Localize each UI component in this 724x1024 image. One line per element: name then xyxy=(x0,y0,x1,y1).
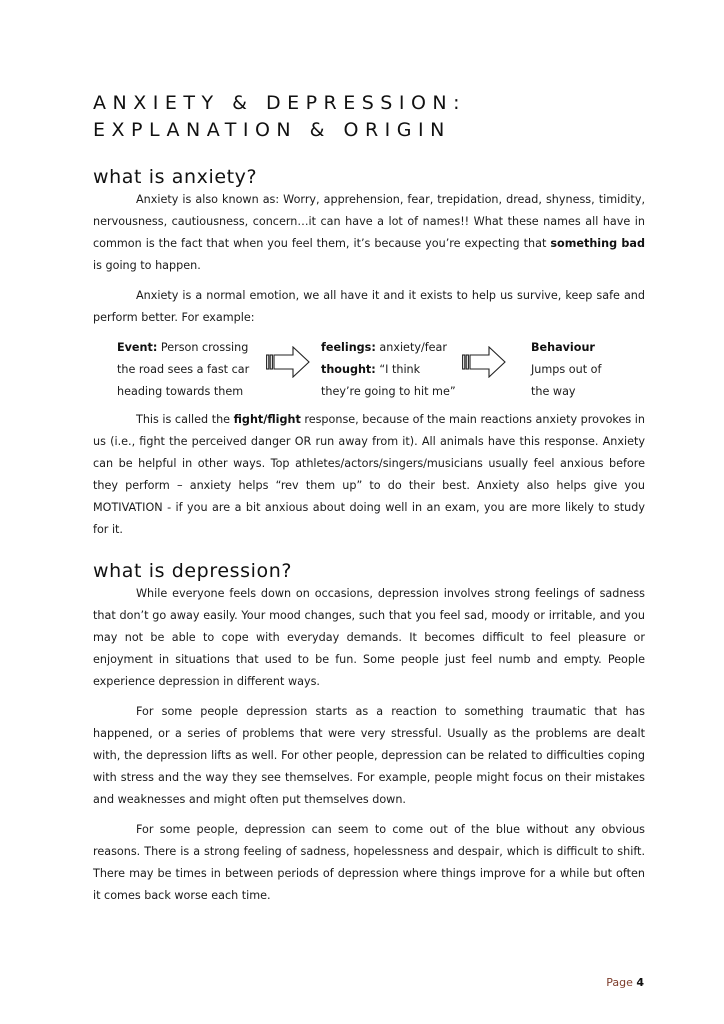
anxiety-p3-end: response, because of the main reactions anxiety provokes in us (i.e., fight the perceived danger OR run away from it). All animals have this response. Anxiety can be helpful in other ways. Top athletes/actors/singers/musicians usually feel anxious before they perform – anxiety helps “rev them up” to do their best. Anxiety also helps give you MOTIVATION - if you are a bit anxious about doing well in an exam, you are more likely to study for it. xyxy=(93,413,645,536)
right-block-arrow-icon xyxy=(266,346,310,378)
anxiety-paragraph-2: Anxiety is a normal emotion, we all have it and it exists to help us survive, keep safe and perform better. For example: xyxy=(93,289,645,324)
anxiety-paragraph-3 xyxy=(93,409,645,541)
event-label: Event: xyxy=(117,341,158,354)
behaviour-label: Behaviour xyxy=(531,341,595,354)
anxiety-p1-end: is going to happen. xyxy=(93,259,201,272)
document-page xyxy=(93,90,645,907)
behaviour-line-1: Jumps out of xyxy=(531,363,602,376)
example-feelings-thought xyxy=(321,337,456,403)
anxiety-p3-bold: fight/flight xyxy=(233,413,301,426)
page-footer xyxy=(606,976,644,989)
thought-label: thought: xyxy=(321,363,376,376)
feelings-label: feelings: xyxy=(321,341,376,354)
right-block-arrow-icon xyxy=(462,346,506,378)
page-number: 4 xyxy=(636,976,644,989)
example-behaviour xyxy=(531,337,601,403)
feelings-text: anxiety/fear xyxy=(375,341,447,354)
anxiety-p3-start: This is called the xyxy=(136,413,234,426)
behaviour-line-2: the way xyxy=(531,385,576,398)
title-line-1: ANXIETY & DEPRESSION: xyxy=(93,92,467,114)
depression-paragraph-2: For some people depression starts as a reaction to something traumatic that has happened, or a series of problems that were very stressful. Usually as the problems are dealt with, the depression lifts as well. For other people, depression can be related to difficulties coping with stress and the way they see themselves. For example, people might focus on their mistakes and weaknesses and might often put themselves down. xyxy=(93,705,645,806)
document-title xyxy=(93,90,645,144)
event-line-2: the road sees a fast car xyxy=(117,363,250,376)
page-label: Page xyxy=(606,976,633,989)
event-line-1: Person crossing xyxy=(157,341,249,354)
anxiety-p1-text: Anxiety is also known as: Worry, apprehension, fear, trepidation, dread, shyness, timidity, nervousness, cautiousness, concern…it can have a lot of names!! What these names all have in common is the fact that when you feel them, it’s because you’re expecting that xyxy=(93,193,645,250)
depression-paragraph-3: For some people, depression can seem to come out of the blue without any obvious reasons. There is a strong feeling of sadness, hopelessness and despair, which is difficult to shift. There may be times in between periods of depression where things improve for a while but often it comes back worse each time. xyxy=(93,823,645,902)
thought-line-2: they’re going to hit me” xyxy=(321,385,456,398)
depression-heading: what is depression? xyxy=(93,560,293,582)
anxiety-p1-bold: something bad xyxy=(550,237,645,250)
thought-line-1: “I think xyxy=(375,363,421,376)
example-event xyxy=(117,337,249,403)
event-line-3: heading towards them xyxy=(117,385,244,398)
depression-paragraph-1: While everyone feels down on occasions, depression involves strong feelings of sadness that don’t go away easily. Your mood changes, such that you feel sad, moody or irritable, and you may not be able to cope with everyday demands. It becomes difficult to feel pleasure or enjoyment in situations that used to be fun. Some people just feel numb and empty. People experience depression in different ways. xyxy=(93,587,645,688)
title-line-2: EXPLANATION & ORIGIN xyxy=(93,119,451,141)
anxiety-heading: what is anxiety? xyxy=(93,166,258,188)
fight-flight-example xyxy=(93,337,645,403)
anxiety-paragraph-1 xyxy=(93,189,645,277)
